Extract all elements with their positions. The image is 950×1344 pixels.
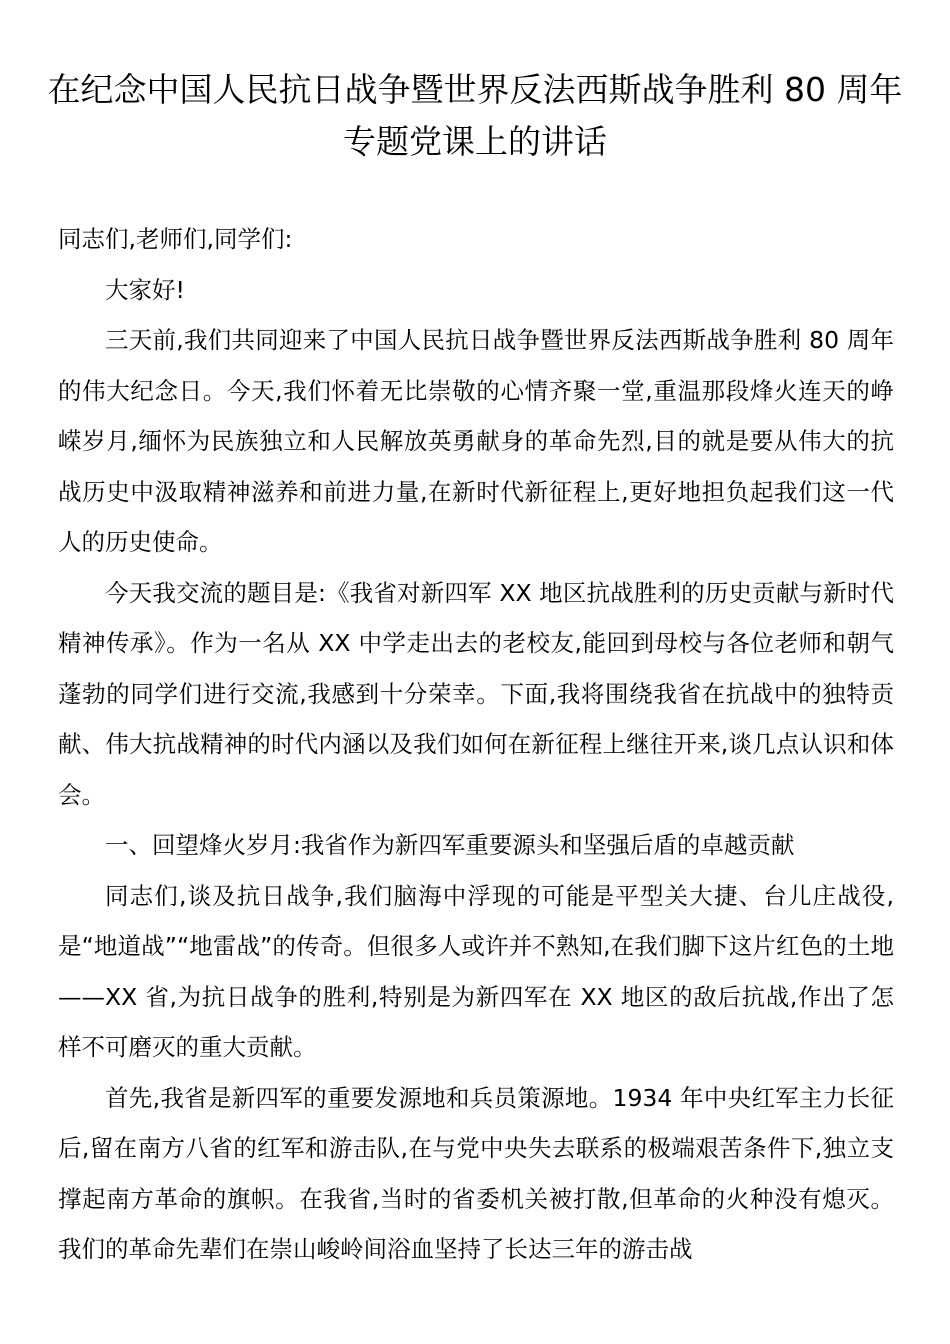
salutation: 同志们,老师们,同学们: xyxy=(58,225,293,253)
paragraph-intro: 三天前,我们共同迎来了中国人民抗日战争暨世界反法西斯战争胜利 80 周年的伟大纪念日。今天,我们怀着无比崇敬的心情齐聚一堂,重温那段烽火连天的峥嵘岁月,缅怀为民族独立和人民解放英勇献身的革命先烈,目的就是要从伟大的抗战历史中汲取精神滋养和前进力量,在新时代新征程上,更好地担负起我们这一代人的历史使命。 xyxy=(58,326,894,556)
paragraph-topic: 今天我交流的题目是:《我省对新四军 XX 地区抗战胜利的历史贡献与新时代精神传承》。作为一名从 XX 中学走出去的老校友,能回到母校与各位老师和朝气蓬勃的同学们进行交流,我感到十分荣幸。下面,我将围绕我省在抗战中的独特贡献、伟大抗战精神的时代内涵以及我们如何在新征程上继往开来,谈几点认识和体会。 xyxy=(58,578,894,809)
paragraph-greeting: 大家好! xyxy=(105,275,185,304)
paragraph-section1-first: 首先,我省是新四军的重要发源地和兵员策源地。1934 年中央红军主力长征后,留在南方八省的红军和游击队,在与党中央失去联系的极端艰苦条件下,独立支撑起南方革命的旗帜。在我省,当时的省委机关被打散,但革命的火种没有熄灭。我们的革命先辈们在崇山峻岭间浴血坚持了长达三年的游击战 xyxy=(58,1083,894,1263)
document-body xyxy=(58,214,894,1275)
document-title: 在纪念中国人民抗日战争暨世界反法西斯战争胜利 80 周年专题党课上的讲话 xyxy=(47,70,903,161)
section-heading-1: 一、回望烽火岁月:我省作为新四军重要源头和坚强后盾的卓越贡献 xyxy=(105,831,795,859)
paragraph-section1-intro: 同志们,谈及抗日战争,我们脑海中浮现的可能是平型关大捷、台儿庄战役,是“地道战”“地雷战”的传奇。但很多人或许并不熟知,在我们脚下这片红色的土地——XX 省,为抗日战争的胜利,特别是为新四军在 XX 地区的敌后抗战,作出了怎样不可磨灭的重大贡献。 xyxy=(58,881,894,1061)
